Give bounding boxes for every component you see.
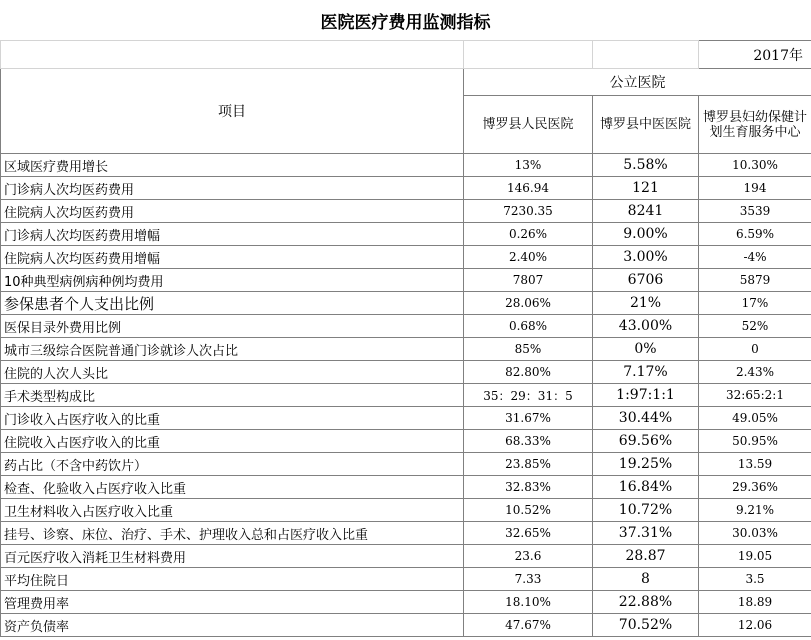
table-row xyxy=(1,568,811,591)
value-cell: 18.89 xyxy=(699,591,811,614)
value-cell: 29.36% xyxy=(699,476,811,499)
value-cell: 13% xyxy=(464,154,593,177)
value-cell: 7.17% xyxy=(593,361,699,384)
value-cell: 8241 xyxy=(593,200,699,223)
row-label: 检查、化验收入占医疗收入比重 xyxy=(1,476,464,499)
table-row xyxy=(1,545,811,568)
value-cell: 21% xyxy=(593,292,699,315)
value-cell: 30.03% xyxy=(699,522,811,545)
row-label: 区域医疗费用增长 xyxy=(1,154,464,177)
table-row xyxy=(1,223,811,246)
table-row xyxy=(1,154,811,177)
value-cell: 5.58% xyxy=(593,154,699,177)
value-cell: 32.65% xyxy=(464,522,593,545)
blank-cell xyxy=(464,41,593,69)
value-cell: 35：29：31：5 xyxy=(464,384,593,407)
table-row xyxy=(1,246,811,269)
value-cell: 6.59% xyxy=(699,223,811,246)
header-row-group xyxy=(1,69,811,96)
value-cell: 10.52% xyxy=(464,499,593,522)
value-cell: 37.31% xyxy=(593,522,699,545)
value-cell: 9.21% xyxy=(699,499,811,522)
hospital-header-people: 博罗县人民医院 xyxy=(464,96,593,154)
value-cell: 3.5 xyxy=(699,568,811,591)
row-label: 10种典型病例病种例均费用 xyxy=(1,269,464,292)
value-cell: 0.68% xyxy=(464,315,593,338)
value-cell: 49.05% xyxy=(699,407,811,430)
table-row xyxy=(1,315,811,338)
hospital-header-tcm: 博罗县中医医院 xyxy=(593,96,699,154)
value-cell: 5879 xyxy=(699,269,811,292)
table-row xyxy=(1,499,811,522)
value-cell: 52% xyxy=(699,315,811,338)
value-cell: 18.10% xyxy=(464,591,593,614)
year-row xyxy=(1,41,811,69)
value-cell: 69.56% xyxy=(593,430,699,453)
value-cell: 7.33 xyxy=(464,568,593,591)
table-row xyxy=(1,430,811,453)
row-label: 门诊病人次均医药费用增幅 xyxy=(1,223,464,246)
value-cell: 10.72% xyxy=(593,499,699,522)
row-label: 门诊收入占医疗收入的比重 xyxy=(1,407,464,430)
table-row xyxy=(1,591,811,614)
value-cell: 32:65:2:1 xyxy=(699,384,811,407)
value-cell: 23.85% xyxy=(464,453,593,476)
value-cell: 9.00% xyxy=(593,223,699,246)
value-cell: 121 xyxy=(593,177,699,200)
row-label: 住院病人次均医药费用增幅 xyxy=(1,246,464,269)
row-label: 挂号、诊察、床位、治疗、手术、护理收入总和占医疗收入比重 xyxy=(1,522,464,545)
row-label: 百元医疗收入消耗卫生材料费用 xyxy=(1,545,464,568)
row-label: 门诊病人次均医药费用 xyxy=(1,177,464,200)
value-cell: 22.88% xyxy=(593,591,699,614)
value-cell: 146.94 xyxy=(464,177,593,200)
value-cell: 82.80% xyxy=(464,361,593,384)
row-label: 卫生材料收入占医疗收入比重 xyxy=(1,499,464,522)
row-label: 手术类型构成比 xyxy=(1,384,464,407)
row-label: 城市三级综合医院普通门诊就诊人次占比 xyxy=(1,338,464,361)
row-label: 住院的人次人头比 xyxy=(1,361,464,384)
table-row xyxy=(1,177,811,200)
value-cell: 8 xyxy=(593,568,699,591)
value-cell: 2.43% xyxy=(699,361,811,384)
row-label: 资产负债率 xyxy=(1,614,464,637)
value-cell: 3.00% xyxy=(593,246,699,269)
value-cell: 70.52% xyxy=(593,614,699,637)
hospital-header-maternal: 博罗县妇幼保健计划生育服务中心 xyxy=(699,96,811,154)
value-cell: 19.25% xyxy=(593,453,699,476)
table-row xyxy=(1,292,811,315)
public-hospital-group-header: 公立医院 xyxy=(464,69,811,96)
value-cell: 31.67% xyxy=(464,407,593,430)
value-cell: 12.06 xyxy=(699,614,811,637)
value-cell: -4% xyxy=(699,246,811,269)
value-cell: 2.40% xyxy=(464,246,593,269)
table-row xyxy=(1,453,811,476)
value-cell: 6706 xyxy=(593,269,699,292)
table-row xyxy=(1,522,811,545)
value-cell: 0.26% xyxy=(464,223,593,246)
sheet-title: 医院医疗费用监测指标 xyxy=(320,12,491,33)
value-cell: 7230.35 xyxy=(464,200,593,223)
year-label: 2017年 xyxy=(699,41,811,69)
value-cell: 28.06% xyxy=(464,292,593,315)
value-cell: 3539 xyxy=(699,200,811,223)
table-row xyxy=(1,338,811,361)
value-cell: 47.67% xyxy=(464,614,593,637)
value-cell: 23.6 xyxy=(464,545,593,568)
value-cell: 30.44% xyxy=(593,407,699,430)
item-column-header: 项目 xyxy=(1,69,464,154)
value-cell: 28.87 xyxy=(593,545,699,568)
table-row xyxy=(1,200,811,223)
value-cell: 32.83% xyxy=(464,476,593,499)
table-row xyxy=(1,476,811,499)
value-cell: 7807 xyxy=(464,269,593,292)
blank-cell xyxy=(593,41,699,69)
value-cell: 10.30% xyxy=(699,154,811,177)
value-cell: 194 xyxy=(699,177,811,200)
value-cell: 43.00% xyxy=(593,315,699,338)
row-label: 医保目录外费用比例 xyxy=(1,315,464,338)
row-label: 参保患者个人支出比例 xyxy=(1,292,464,315)
value-cell: 85% xyxy=(464,338,593,361)
value-cell: 16.84% xyxy=(593,476,699,499)
row-label: 住院收入占医疗收入的比重 xyxy=(1,430,464,453)
indicator-table xyxy=(0,40,811,637)
value-cell: 0 xyxy=(699,338,811,361)
row-label: 管理费用率 xyxy=(1,591,464,614)
value-cell: 1:97:1:1 xyxy=(593,384,699,407)
value-cell: 68.33% xyxy=(464,430,593,453)
value-cell: 17% xyxy=(699,292,811,315)
row-label: 平均住院日 xyxy=(1,568,464,591)
value-cell: 50.95% xyxy=(699,430,811,453)
row-label: 住院病人次均医药费用 xyxy=(1,200,464,223)
row-label: 药占比（不含中药饮片） xyxy=(1,453,464,476)
table-row xyxy=(1,384,811,407)
table-row xyxy=(1,614,811,637)
value-cell: 13.59 xyxy=(699,453,811,476)
table-row xyxy=(1,269,811,292)
value-cell: 0% xyxy=(593,338,699,361)
table-row xyxy=(1,407,811,430)
table-row xyxy=(1,361,811,384)
blank-cell xyxy=(1,41,464,69)
value-cell: 19.05 xyxy=(699,545,811,568)
